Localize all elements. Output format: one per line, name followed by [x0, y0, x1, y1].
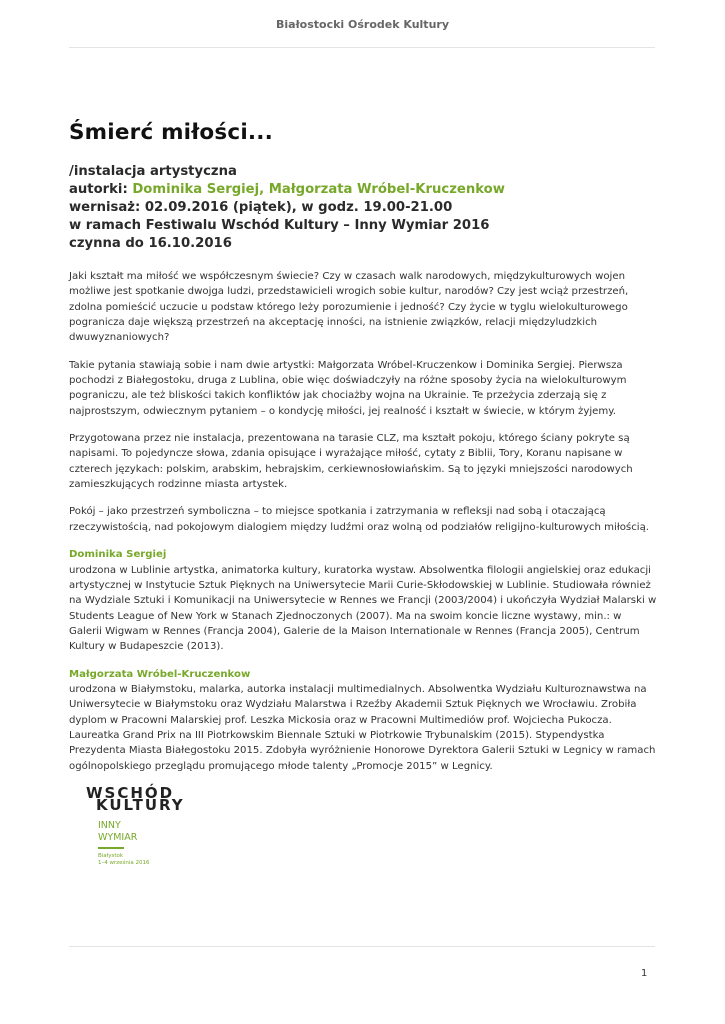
article-subtitle: /instalacja artystyczna	[69, 164, 237, 179]
logo-line1: WSCHÓD	[86, 784, 175, 802]
logo-subline2: WYMIAR	[98, 832, 138, 843]
authors-line	[69, 181, 657, 199]
artist-bio	[69, 667, 657, 774]
site-header-title: Białostocki Ośrodek Kultury	[276, 18, 449, 31]
logo-line2: KULTURY	[96, 796, 185, 814]
logo-subline1: INNY	[98, 820, 121, 831]
artist-bio	[69, 547, 657, 654]
article	[69, 118, 657, 786]
authors-label: autorki:	[69, 182, 128, 197]
artist-bio-text: urodzona w Lublinie artystka, animatorka kultury, kuratorka wystaw. Absolwentka filologii angielskiej oraz edukacji artystycznej w Instytucie Sztuk Pięknych na Uniwersytecie Marii Curie-Skłodowskiej w Lublinie. Studiowała również na Wydziale Sztuki i Komunikacji na Uniwersytecie w Rennes we Francji (2003/2004) i ukończyła Wydział Malarski w Students League of New York w Stanach Zjednoczonych (2007). Ma na swoim koncie liczne wystawy, min.: w Galerii Wigwam w Rennes (Francja 2004), Galerie de la Maison Internationale w Rennes (Francja 2005), Centrum Kultury w Budapeszcie (2013).	[69, 564, 657, 653]
festival-line: w ramach Festiwalu Wschód Kultury – Inny Wymiar 2016	[69, 218, 490, 233]
artist-bio-text: urodzona w Białymstoku, malarka, autorka instalacji multimedialnych. Absolwentka Wydziału Kulturoznawstwa na Uniwersytecie w Białymstoku oraz Wydziału Malarstwa i Rzeźby Akademii Sztuk Pięknych we Wrocławiu. Zrobiła dyplom w Pracowni Malarskiej prof. Leszka Mickosia oraz w Pracowni Multimediów prof. Wojciecha Pukocza. Laureatka Grand Prix na III Piotrkowskim Biennale Sztuki w Piotrkowie Trybunalskim (2015). Stypendystka Prezydenta Miasta Białegostoku 2015. Zdobyła wyróżnienie Honorowe Dyrektora Galerii Sztuki w Legnicy w ramach ogólnopolskiego przeglądu promującego młode talenty „Promocje 2015” w Legnicy.	[69, 683, 656, 772]
artist-name: Małgorzata Wróbel-Kruczenkow	[69, 668, 251, 680]
paragraph: Pokój – jako przestrzeń symboliczna – to miejsce spotkania i zatrzymania w refleksji nad sobą i otaczającą rzeczywistością, nad pokojowym dialogiem między ludźmi oraz wolną od podziałów religijno-kulturowych miłością.	[69, 506, 650, 533]
article-meta	[69, 163, 657, 253]
open-until-line: czynna do 16.10.2016	[69, 236, 232, 251]
page-number: 1	[641, 968, 648, 979]
artist-name: Dominika Sergiej	[69, 549, 167, 561]
festival-logo	[86, 785, 286, 875]
footer-divider	[69, 946, 655, 947]
vernissage-line: wernisaż: 02.09.2016 (piątek), w godz. 19.00-21.00	[69, 200, 453, 215]
article-title: Śmierć miłości...	[69, 120, 274, 145]
header-divider	[69, 47, 655, 48]
paragraph: Jaki kształt ma miłość we współczesnym świecie? Czy w czasach walk narodowych, międzykulturowych wojen możliwe jest spotkanie dwojga ludzi, przedstawicieli wrogich sobie kultur, narodów? Czy jest wciąż przestrzeń, zdolna pomieścić uczucie u podstaw którego leży porozumienie i jedność? Czy życie w tyglu wielokulturowego pogranicza daje większą przestrzeń na akceptację inności, na istnienie związków, relacji międzyludzkich dwuwyznaniowych?	[69, 271, 629, 344]
logo-city: Białystok	[98, 853, 124, 859]
authors-names: Dominika Sergiej, Małgorzata Wróbel-Kruczenkow	[132, 182, 505, 197]
logo-accent-bar	[98, 847, 124, 849]
logo-dates: 1–4 września 2016	[98, 860, 150, 866]
paragraph: Przygotowana przez nie instalacja, prezentowana na tarasie CLZ, ma kształt pokoju, którego ściany pokryte są napisami. To pojedyncze słowa, zdania opisujące i wyrażające miłość, cytaty z Biblii, Tory, Koranu napisane w czterech językach: polskim, arabskim, hebrajskim, cerkiewnosłowiańskim. Są to języki mniejszości narodowych zamieszkujących rodzinne miasta artystek.	[69, 433, 633, 491]
paragraph: Takie pytania stawiają sobie i nam dwie artystki: Małgorzata Wróbel-Kruczenkow i Dominika Sergiej. Pierwsza pochodzi z Białegostoku, druga z Lublina, obie więc doświadczyły na różne sposoby życia na wielokulturowym pograniczu, ale też bliskości takich konfliktów jak chociażby wojna na Ukrainie. Te przeżycia zderzają się z najprostszym, odwiecznym pytaniem – o kondycję miłości, jej realność i kształt w świecie, w którym żyjemy.	[69, 359, 627, 417]
